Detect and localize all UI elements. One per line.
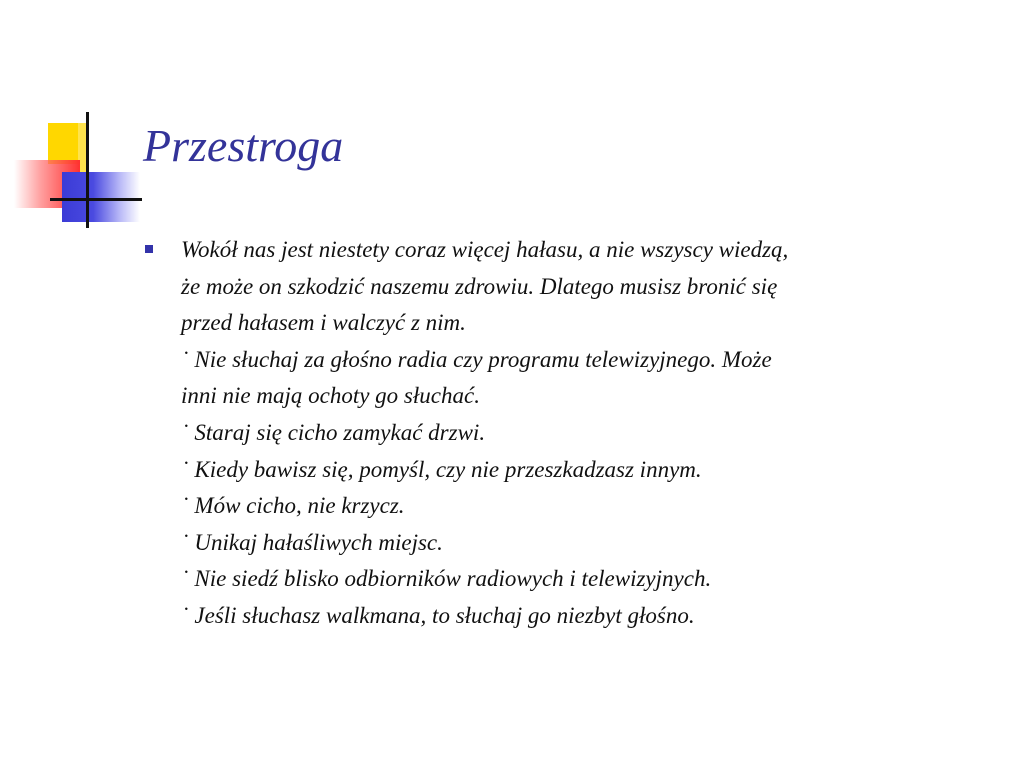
logo-blue-square [62,172,140,222]
paragraph-line: że może on szkodzić naszemu zdrowiu. Dlatego musisz bronić się [181,273,778,299]
logo-yellow-square [48,123,78,164]
bullet-paragraph [181,232,1003,635]
paragraph-line: Wokół nas jest niestety coraz więcej hałasu, a nie wszyscy wiedzą, [181,237,789,262]
paragraph-line: ˙ Nie siedź blisko odbiorników radiowych i telewizyjnych. [181,566,712,592]
paragraph-line: inni nie mają ochoty go słuchać. [181,383,480,409]
paragraph-line: ˙ Kiedy bawisz się, pomyśl, czy nie przeszkadzasz innym. [181,456,702,482]
logo-horizontal-line [50,198,142,201]
slide-title: Przestroga [143,120,344,171]
paragraph-line: ˙ Nie słuchaj za głośno radia czy programu telewizyjnego. Może [181,346,772,372]
logo-vertical-line [86,112,89,228]
paragraph-line: przed hałasem i walczyć z nim. [181,310,466,336]
paragraph-line: ˙ Jeśli słuchasz walkmana, to słuchaj go niezbyt głośno. [181,602,695,628]
bullet-square-icon [145,245,153,253]
paragraph-line: ˙ Unikaj hałaśliwych miejsc. [181,529,443,555]
paragraph-line: ˙ Mów cicho, nie krzycz. [181,493,405,519]
decorative-logo [0,0,160,240]
paragraph-line: ˙ Staraj się cicho zamykać drzwi. [181,419,486,445]
